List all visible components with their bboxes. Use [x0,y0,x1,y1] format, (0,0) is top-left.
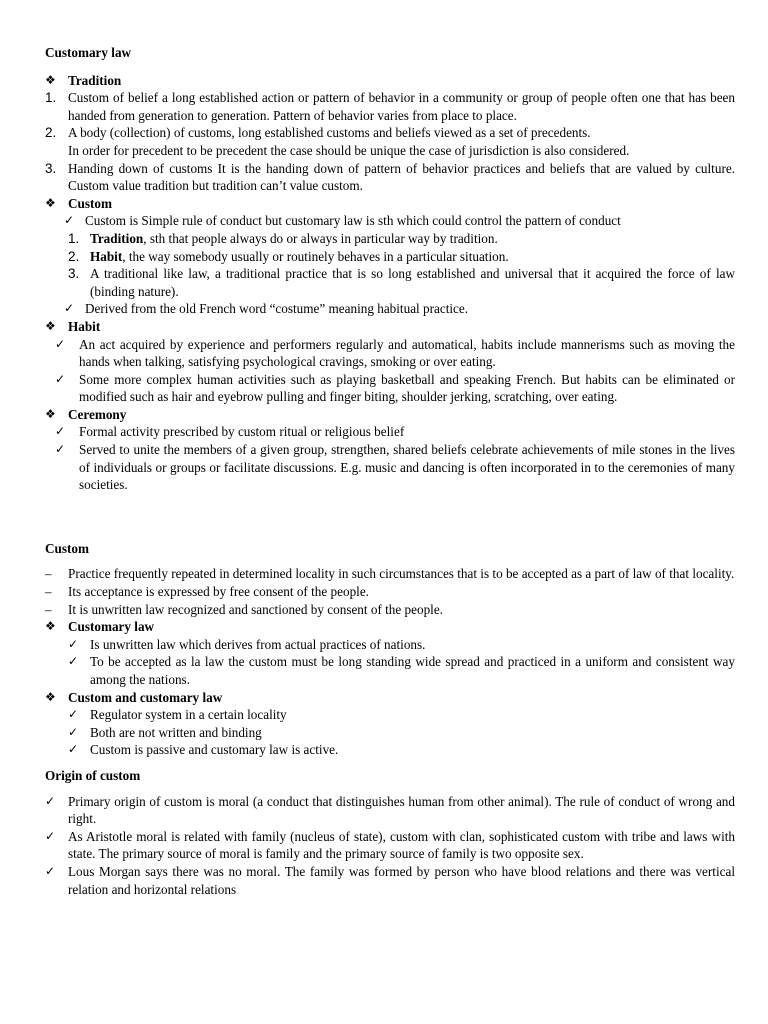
checkmark-icon: ✓ [64,213,75,228]
checkmark-icon: ✓ [45,863,56,878]
checkmark-icon: ✓ [68,707,79,722]
check-item: ✓ Both are not written and binding [68,724,262,740]
section-title-custom: Custom [45,540,89,556]
sub-list-item: 1. Tradition, sth that people always do or always in particular way by tradition. [68,230,498,246]
diamond-bullet-icon: ❖ [45,195,56,210]
check-item: ✓ Primary origin of custom is moral (a conduct that distinguishes human from other animal). The rule of conduct of wrong and right. [45,793,735,827]
list-item: 1. Custom of belief a long established action or pattern of behavior in a community or group of people often one that has been handed from generation to generation. Pattern of behavior varies from place to place. [45,90,735,123]
check-item: ✓ Formal activity prescribed by custom ritual or religious belief [55,424,405,440]
diamond-bullet-icon: ❖ [45,619,56,634]
check-item: ✓ Is unwritten law which derives from actual practices of nations. [68,636,426,652]
diamond-bullet-icon: ❖ [45,406,56,421]
doc-title: Customary law [45,45,132,60]
checkmark-icon: ✓ [68,654,79,669]
check-item: ✓ To be accepted as la law the custom must be long standing wide spread and practiced in a uniform and consistent way among the nations. [68,654,735,687]
heading-ceremony: ❖ Ceremony [45,406,127,422]
check-item: ✓ Served to unite the members of a given group, strengthen, shared beliefs celebrate achievements of mile stones in the lives of individuals or groups or facilitate discussions. E.g. music and dancing is often incorporated in to the ceremonies of many societies. [55,442,735,493]
check-item: ✓ Custom is passive and customary law is active. [68,742,339,758]
heading-custom-and-customary-law: ❖ Custom and customary law [45,689,223,705]
list-item: 2. A body (collection) of customs, long established customs and beliefs viewed as a set of precedents. [45,125,591,141]
checkmark-icon: ✓ [45,828,56,843]
checkmark-icon: ✓ [55,442,66,457]
check-item: ✓ Derived from the old French word “costume” meaning habitual practice. [64,301,469,317]
heading-tradition: ❖ Tradition [45,72,122,88]
check-item: ✓ As Aristotle moral is related with family (nucleus of state), custom with clan, sophisticated custom with tribe and laws with state. The primary source of moral is family and the primary source of family is two opposite sex. [45,828,735,862]
list-item-continuation: In order for precedent to be precedent the case should be unique the case of jurisdiction is also considered. [68,142,630,158]
diamond-bullet-icon: ❖ [45,318,56,333]
sub-list-item: 3. A traditional like law, a traditional practice that is so long established and universal that it acquired the force of law (binding nature). [68,266,735,299]
checkmark-icon: ✓ [45,793,56,808]
heading-customary-law: ❖ Customary law [45,619,155,635]
check-item: ✓ Custom is Simple rule of conduct but customary law is sth which could control the pattern of conduct [64,213,621,229]
heading-custom: ❖ Custom [45,195,112,211]
checkmark-icon: ✓ [55,336,66,351]
diamond-bullet-icon: ❖ [45,72,56,87]
list-item: 3. Handing down of customs It is the handing down of pattern of behavior practices and beliefs that are valued by culture. Custom value tradition but tradition can’t value custom. [45,160,735,194]
document-page [45,44,735,898]
checkmark-icon: ✓ [68,742,79,757]
checkmark-icon: ✓ [55,424,66,439]
checkmark-icon: ✓ [68,636,79,651]
dash-item: – It is unwritten law recognized and sanctioned by consent of the people. [45,601,443,617]
checkmark-icon: ✓ [68,724,79,739]
diamond-bullet-icon: ❖ [45,689,56,704]
sub-list-item: 2. Habit, the way somebody usually or routinely behaves in a particular situation. [68,248,509,264]
dash-item: – Its acceptance is expressed by free consent of the people. [45,584,369,600]
section-title-origin: Origin of custom [45,767,141,783]
check-item: ✓ An act acquired by experience and performers regularly and automatical, habits include mannerisms such as moving the hands when talking, satisfying psychological cravings, smoking or over eating. [55,336,735,370]
dash-item: – Practice frequently repeated in determined locality in such circumstances that is to be accepted as a part of law of that locality. [45,566,735,582]
check-item: ✓ Regulator system in a certain locality [68,707,287,723]
checkmark-icon: ✓ [55,371,66,386]
checkmark-icon: ✓ [64,301,75,316]
check-item: ✓ Lous Morgan says there was no moral. The family was formed by person who have blood relations and there was vertical relation and horizontal relations [45,863,735,897]
heading-habit: ❖ Habit [45,318,101,334]
check-item: ✓ Some more complex human activities such as playing basketball and speaking French. But habits can be eliminated or modified such as hair and eyebrow pulling and finger biting, shoulder jerking, scratching, over eating. [55,371,735,405]
